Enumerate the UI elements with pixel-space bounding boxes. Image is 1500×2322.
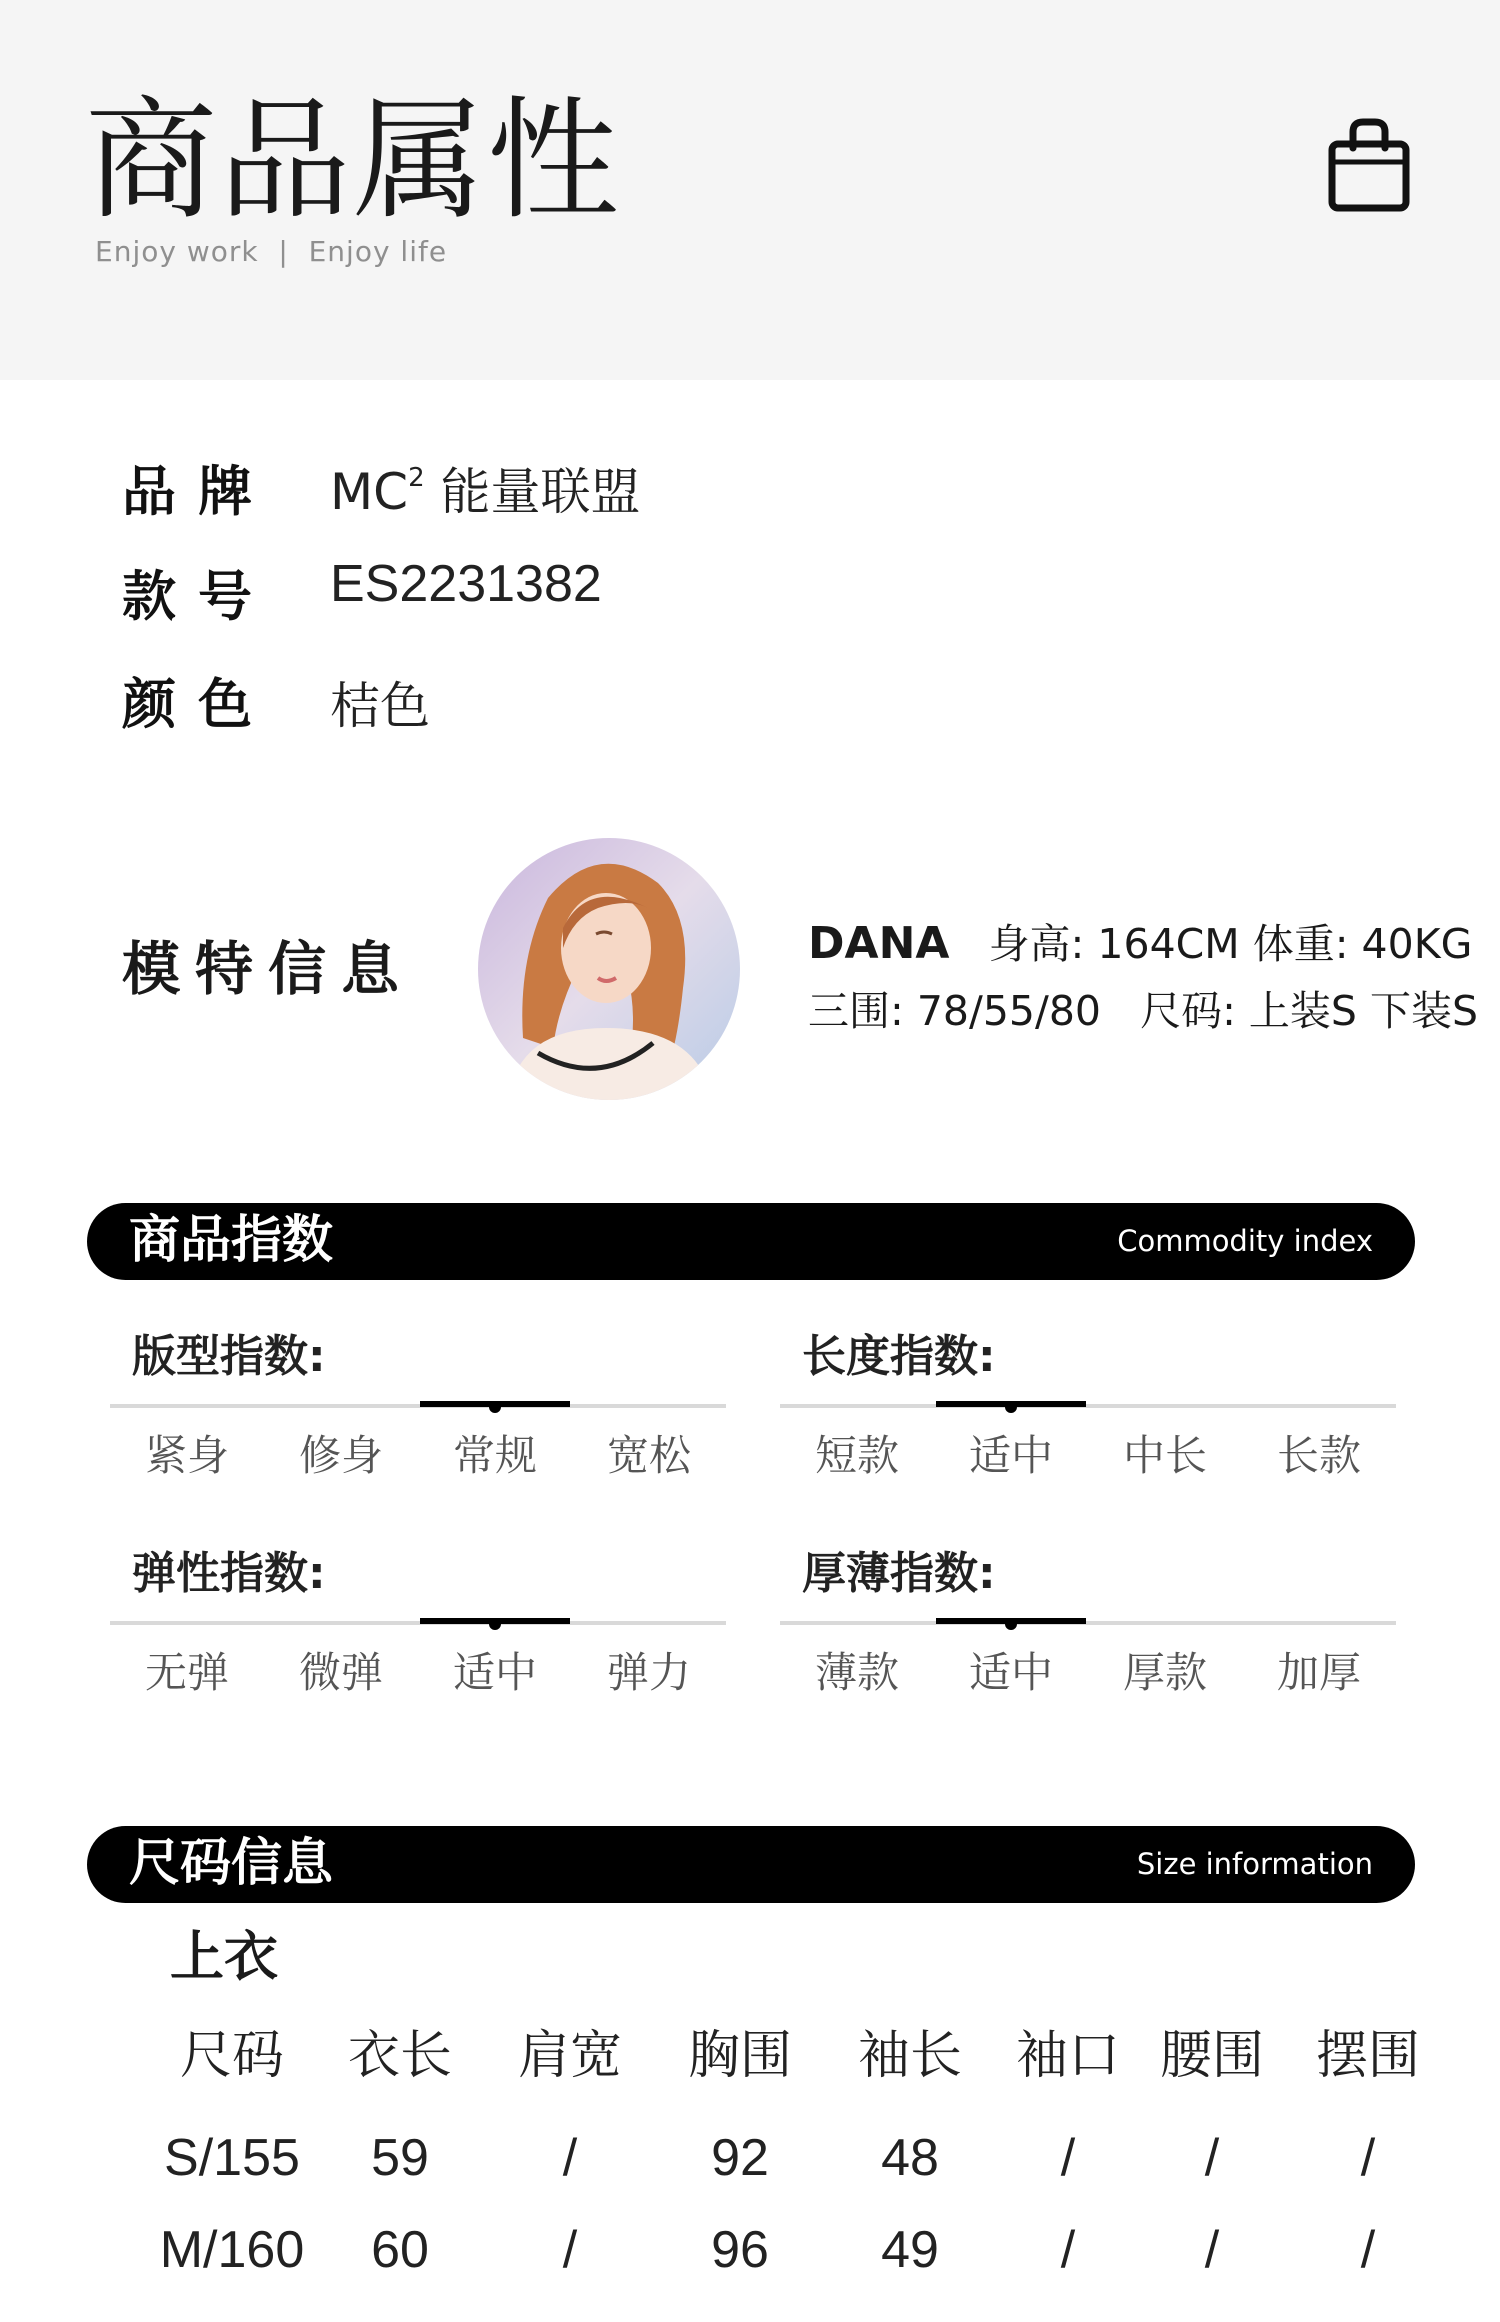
model-stats-line-2: 三围: 78/55/80 尺码: 上装S 下装S bbox=[808, 987, 1479, 1035]
index-widget bbox=[780, 1331, 1396, 1485]
size-table-cell: / bbox=[1360, 2221, 1376, 2279]
index-option: 长款 bbox=[1276, 1431, 1361, 1480]
index-title: 版型指数: bbox=[132, 1331, 326, 1382]
style-number-value: ES2231382 bbox=[330, 555, 602, 613]
index-option: 加厚 bbox=[1276, 1648, 1361, 1697]
model-height-weight: 身高: 164CM 体重: 40KG bbox=[988, 920, 1473, 968]
index-selected-dot bbox=[489, 1401, 501, 1413]
size-info-title: 尺码信息 bbox=[129, 1834, 334, 1893]
index-title: 长度指数: bbox=[802, 1331, 996, 1382]
slogan: Enjoy work | Enjoy life bbox=[95, 235, 448, 268]
size-info-subtitle: Size information bbox=[1136, 1847, 1373, 1881]
size-table-header: 腰围 bbox=[1159, 2026, 1264, 2086]
size-table-header: 摆围 bbox=[1315, 2026, 1420, 2086]
index-option: 宽松 bbox=[606, 1431, 691, 1480]
index-widget bbox=[110, 1331, 726, 1485]
index-option: 适中 bbox=[968, 1431, 1053, 1480]
size-table-cell: 59 bbox=[371, 2129, 429, 2187]
size-table-cell: 92 bbox=[711, 2129, 769, 2187]
size-table-cell: / bbox=[1204, 2129, 1220, 2187]
index-option: 薄款 bbox=[814, 1648, 899, 1697]
size-table-cell: / bbox=[1204, 2221, 1220, 2279]
page-title: 商品属性 bbox=[85, 84, 621, 238]
index-selected-dot bbox=[1005, 1618, 1017, 1630]
model-photo bbox=[478, 838, 740, 1100]
style-number-label: 款号 bbox=[122, 565, 274, 628]
index-selected-dot bbox=[489, 1618, 501, 1630]
size-table-header: 袖口 bbox=[1015, 2026, 1120, 2086]
index-option: 紧身 bbox=[144, 1431, 229, 1480]
model-stats-line-1 bbox=[808, 918, 1473, 969]
model-info-label: 模特信息 bbox=[122, 935, 415, 1003]
commodity-index-title: 商品指数 bbox=[129, 1211, 334, 1270]
index-option: 微弹 bbox=[298, 1648, 383, 1697]
index-track bbox=[780, 1621, 1396, 1625]
size-group-label: 上衣 bbox=[170, 1925, 278, 1988]
index-option: 常规 bbox=[452, 1431, 537, 1480]
index-option: 无弹 bbox=[144, 1648, 229, 1697]
size-table-cell: M/160 bbox=[159, 2221, 305, 2279]
size-table-cell: / bbox=[1060, 2129, 1076, 2187]
size-table-cell: / bbox=[562, 2221, 578, 2279]
index-option: 厚款 bbox=[1122, 1648, 1207, 1697]
size-table-header: 胸围 bbox=[687, 2026, 792, 2086]
size-table-header: 袖长 bbox=[857, 2026, 962, 2086]
index-widget bbox=[110, 1548, 726, 1702]
commodity-index-bar bbox=[87, 1203, 1415, 1280]
index-title: 厚薄指数: bbox=[802, 1548, 996, 1599]
index-track bbox=[110, 1404, 726, 1408]
size-table-header: 肩宽 bbox=[517, 2026, 622, 2086]
index-track bbox=[110, 1621, 726, 1625]
size-table-cell: / bbox=[562, 2129, 578, 2187]
index-option: 弹力 bbox=[606, 1648, 691, 1697]
index-selected-dot bbox=[1005, 1401, 1017, 1413]
brand-value: $MC^2$ 能量联盟 bbox=[330, 463, 641, 521]
index-option: 适中 bbox=[452, 1648, 537, 1697]
size-table-header: 尺码 bbox=[179, 2026, 284, 2086]
size-info-bar bbox=[87, 1826, 1415, 1903]
color-value: 桔色 bbox=[330, 677, 430, 735]
size-table-cell: 48 bbox=[881, 2129, 939, 2187]
commodity-index-subtitle: Commodity index bbox=[1117, 1224, 1373, 1258]
brand-label: 品牌 bbox=[122, 460, 274, 523]
model-avatar bbox=[478, 838, 740, 1100]
color-label: 颜色 bbox=[122, 673, 274, 736]
size-table-cell: / bbox=[1060, 2221, 1076, 2279]
model-name: DANA bbox=[808, 918, 950, 969]
size-table-cell: S/155 bbox=[164, 2129, 300, 2187]
index-title: 弹性指数: bbox=[132, 1548, 326, 1599]
size-table-header: 衣长 bbox=[347, 2026, 452, 2086]
shopping-bag-icon[interactable] bbox=[1328, 118, 1410, 212]
index-option: 短款 bbox=[814, 1431, 899, 1480]
index-option: 中长 bbox=[1122, 1431, 1207, 1480]
index-track bbox=[780, 1404, 1396, 1408]
size-table-cell: / bbox=[1360, 2129, 1376, 2187]
index-option: 修身 bbox=[298, 1431, 383, 1480]
index-option: 适中 bbox=[968, 1648, 1053, 1697]
size-table-cell: 96 bbox=[711, 2221, 769, 2279]
size-table-cell: 60 bbox=[371, 2221, 429, 2279]
size-table-cell: 49 bbox=[881, 2221, 939, 2279]
index-widget bbox=[780, 1548, 1396, 1702]
